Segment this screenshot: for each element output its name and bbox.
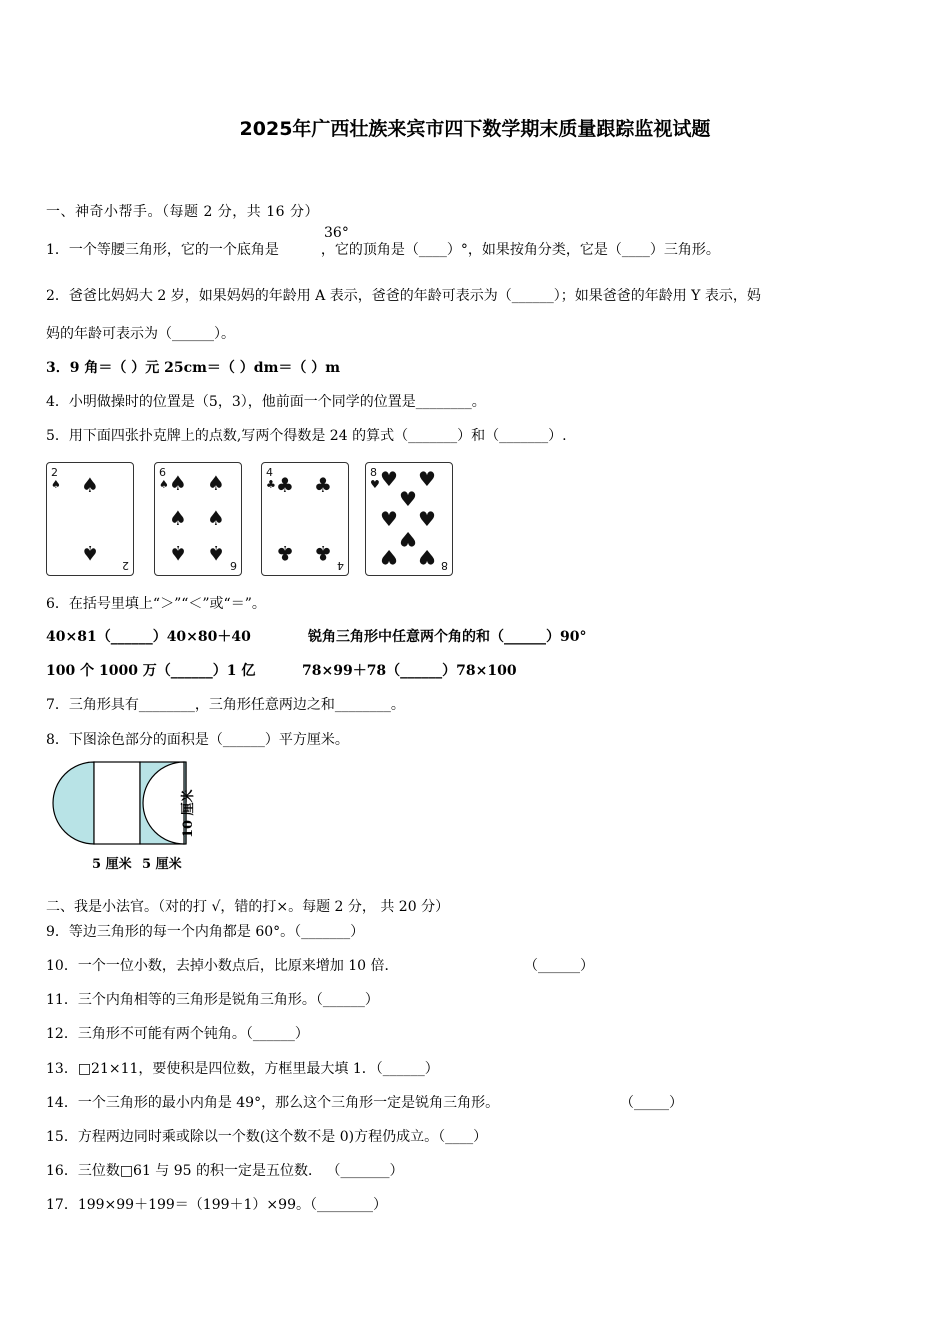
playing-cards bbox=[46, 462, 456, 578]
question-6: 6．在括号里填上“＞”“＜”或“＝”。 bbox=[46, 596, 266, 612]
question-15: 15．方程两边同时乘或除以一个数(这个数不是 0)方程仍成立。（____） bbox=[46, 1129, 488, 1145]
spade-icon: ♠ bbox=[81, 473, 99, 497]
spade-icon: ♠ bbox=[169, 506, 187, 530]
card-rank: 6 bbox=[159, 466, 166, 479]
question-10-blank: （______） bbox=[524, 958, 594, 974]
left-semicircle-shaded bbox=[53, 762, 94, 844]
question-8: 8．下图涂色部分的面积是（______）平方厘米。 bbox=[46, 732, 349, 748]
card-club-4 bbox=[261, 462, 349, 576]
spade-icon: ♠ bbox=[207, 506, 225, 530]
spade-icon: ♠ bbox=[159, 478, 169, 491]
question-6-row1-left: 40×81（______）40×80＋40 bbox=[46, 629, 251, 645]
heart-icon: ♥ bbox=[418, 545, 436, 569]
question-11: 11．三个内角相等的三角形是锐角三角形。（______） bbox=[46, 992, 379, 1008]
card-spade-6 bbox=[154, 462, 242, 576]
question-14-blank: （_____） bbox=[620, 1095, 683, 1111]
card-heart-8 bbox=[365, 462, 453, 576]
question-5: 5．用下面四张扑克牌上的点数,写两个得数是 24 的算式（_______）和（_______）. bbox=[46, 428, 567, 444]
card-rank: 4 bbox=[337, 559, 344, 572]
spade-icon: ♠ bbox=[81, 541, 99, 565]
card-rank: 2 bbox=[122, 559, 129, 572]
spade-icon: ♠ bbox=[51, 478, 61, 491]
club-icon: ♣ bbox=[314, 541, 332, 565]
question-7: 7．三角形具有________，三角形任意两边之和________。 bbox=[46, 697, 405, 713]
shaded-area-figure bbox=[46, 756, 226, 876]
spade-icon: ♠ bbox=[169, 471, 187, 495]
heart-icon: ♥ bbox=[380, 507, 398, 531]
question-2-line1: 2．爸爸比妈妈大 2 岁，如果妈妈的年龄用 A 表示，爸爸的年龄可表示为（______）；如果爸爸的年龄用 Y 表示，妈 bbox=[46, 288, 761, 304]
question-1: 1．一个等腰三角形，它的一个底角是 ，它的顶角是（____）°，如果按角分类，它是（____）三角形。 bbox=[46, 242, 720, 258]
angle-label: 36° bbox=[324, 225, 349, 241]
card-rank: 2 bbox=[51, 466, 58, 479]
width-label-2: 5 厘米 bbox=[142, 857, 182, 872]
question-6-row1-right: 锐角三角形中任意两个角的和（______）90° bbox=[308, 629, 587, 645]
club-icon: ♣ bbox=[276, 473, 294, 497]
card-rank: 4 bbox=[266, 466, 273, 479]
club-icon: ♣ bbox=[266, 478, 276, 491]
card-rank: 6 bbox=[230, 559, 237, 572]
question-2-line2: 妈的年龄可表示为（______）。 bbox=[46, 326, 235, 342]
question-14: 14．一个三角形的最小内角是 49°，那么这个三角形一定是锐角三角形。 bbox=[46, 1095, 500, 1111]
heart-icon: ♥ bbox=[370, 478, 380, 491]
question-13: 13．□21×11，要使积是四位数，方框里最大填 1．（______） bbox=[46, 1061, 439, 1077]
question-9: 9．等边三角形的每一个内角都是 60°。（_______） bbox=[46, 924, 365, 940]
heart-icon: ♥ bbox=[399, 487, 417, 511]
section2-heading: 二、我是小法官。（对的打 √，错的打×。每题 2 分， 共 20 分） bbox=[46, 899, 450, 915]
heart-icon: ♥ bbox=[380, 467, 398, 491]
question-4: 4．小明做操时的位置是（5，3），他前面一个同学的位置是________。 bbox=[46, 394, 486, 410]
height-label: 10 厘米 bbox=[181, 789, 196, 838]
spade-icon: ♠ bbox=[169, 541, 187, 565]
width-label-1: 5 厘米 bbox=[92, 857, 132, 872]
question-17: 17．199×99＋199＝（199＋1）×99。（________） bbox=[46, 1197, 387, 1213]
left-rectangle bbox=[94, 762, 140, 844]
section1-heading: 一、神奇小帮手。（每题 2 分，共 16 分） bbox=[46, 204, 320, 220]
spade-icon: ♠ bbox=[207, 541, 225, 565]
club-icon: ♣ bbox=[276, 541, 294, 565]
heart-icon: ♥ bbox=[399, 527, 417, 551]
question-6-row2-left: 100 个 1000 万（______）1 亿 bbox=[46, 663, 256, 679]
question-3: 3．9 角＝（ ）元 25cm＝（ ）dm＝（ ）m bbox=[46, 360, 341, 376]
page-title: 2025年广西壮族来宾市四下数学期末质量跟踪监视试题 bbox=[239, 118, 711, 140]
heart-icon: ♥ bbox=[418, 467, 436, 491]
spade-icon: ♠ bbox=[207, 471, 225, 495]
card-spade-2 bbox=[46, 462, 134, 576]
club-icon: ♣ bbox=[314, 473, 332, 497]
card-rank: 8 bbox=[441, 559, 448, 572]
heart-icon: ♥ bbox=[380, 545, 398, 569]
card-rank: 8 bbox=[370, 466, 377, 479]
question-6-row2-right: 78×99＋78（______）78×100 bbox=[302, 663, 517, 679]
heart-icon: ♥ bbox=[418, 507, 436, 531]
question-16: 16．三位数□61 与 95 的积一定是五位数． （_______） bbox=[46, 1163, 404, 1179]
question-12: 12．三角形不可能有两个钝角。（______） bbox=[46, 1026, 309, 1042]
question-10: 10．一个一位小数，去掉小数点后，比原来增加 10 倍． bbox=[46, 958, 399, 974]
